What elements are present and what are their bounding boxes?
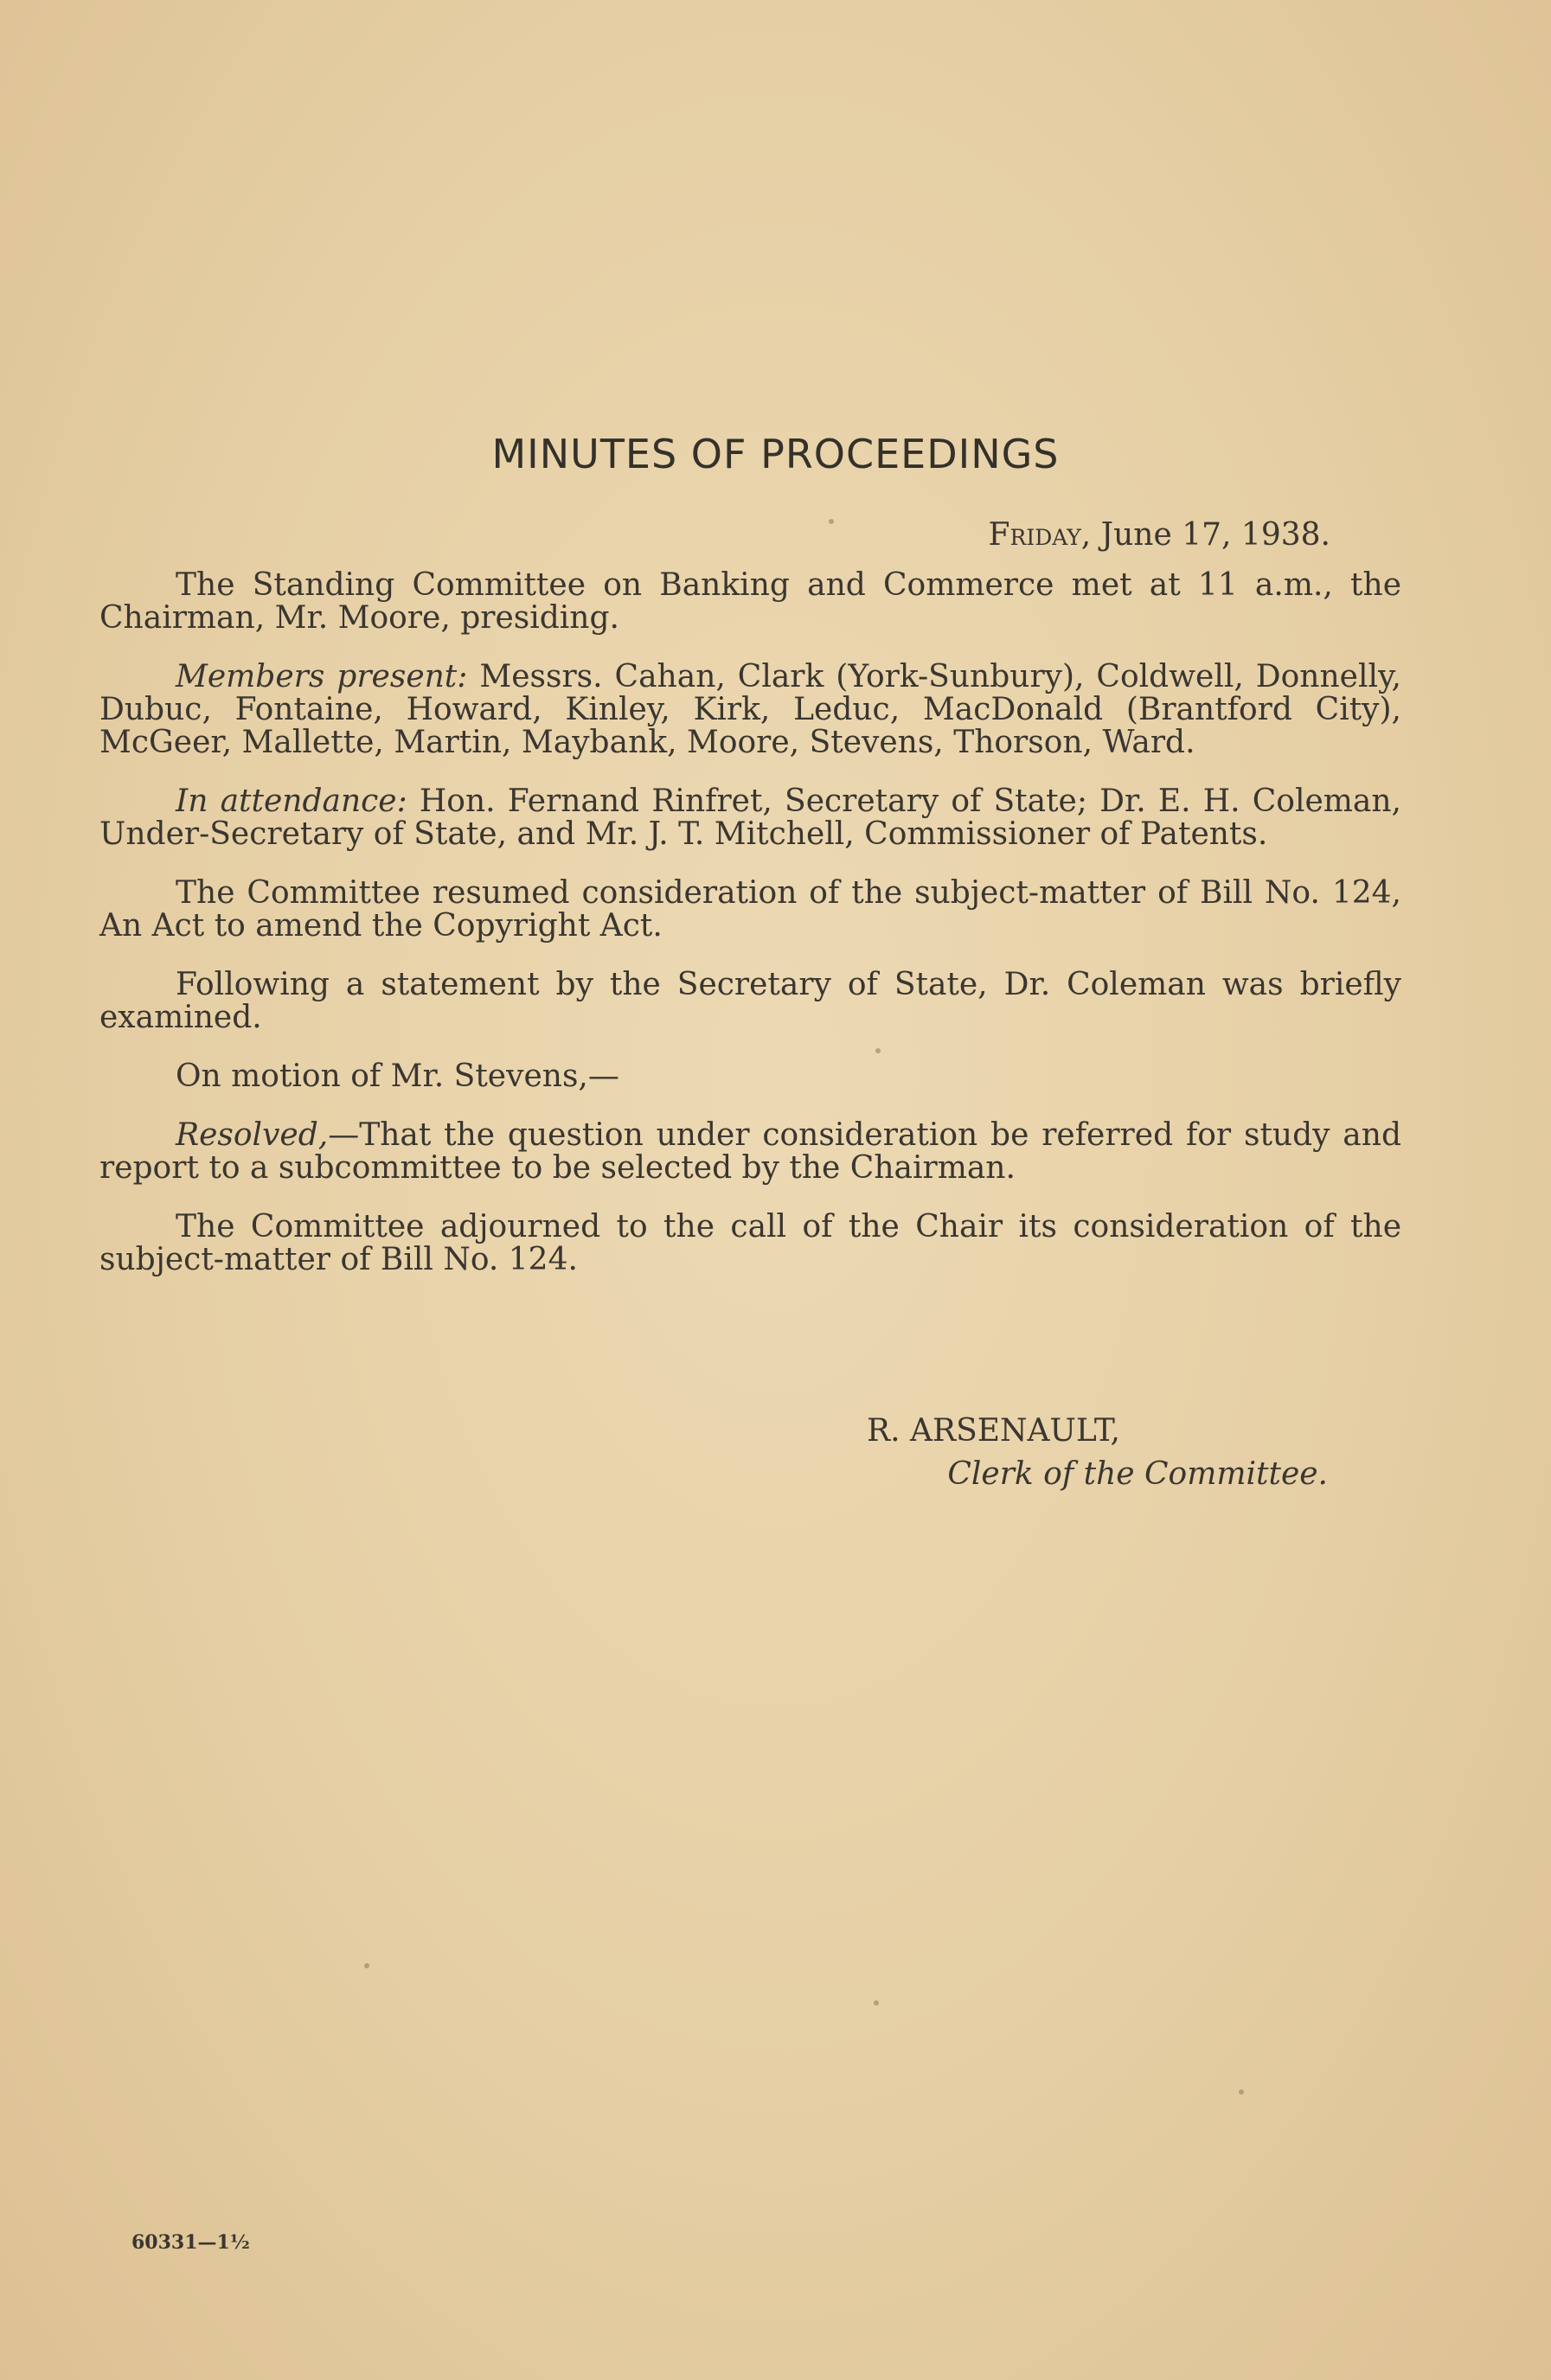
paragraph-text: Following a statement by the Secretary of State, Dr. Coleman was briefly examined.: [99, 967, 1401, 1035]
signature-block: [867, 1410, 1328, 1496]
paragraph-lead: Members present:: [176, 659, 468, 694]
paragraph-in-attendance: [99, 785, 1401, 851]
paper-speck: [829, 519, 834, 524]
minutes-body: [99, 569, 1401, 1302]
paragraph-members-present: [99, 661, 1401, 759]
paragraph-text: The Committee adjourned to the call of the Chair its consideration of the subject-matter of Bill No. 124.: [99, 1209, 1401, 1277]
paragraph-resolution: [99, 1119, 1401, 1185]
date-rest: , June 17, 1938.: [1080, 517, 1330, 553]
paragraph-lead: In attendance:: [176, 784, 407, 819]
paragraph-text: Hon. Fernand Rinfret, Secretary of State; Dr. E. H. Coleman, Under-Secretary of State, and Mr. J. T. Mitchell, Commissioner of Patents.: [99, 784, 1401, 852]
meeting-date: [989, 517, 1330, 553]
signature-name: R. ARSENAULT,: [866, 1413, 1120, 1449]
paper-speck: [364, 1963, 369, 1968]
paragraph-text: The Committee resumed consideration of the subject-matter of Bill No. 124, An Act to amend the Copyright Act.: [99, 875, 1401, 944]
signature-role: Clerk of the Committee.: [947, 1456, 1328, 1492]
paragraph-text: —That the question under consideration be referred for study and report to a subcommittee to be selected by the Chairman.: [99, 1117, 1401, 1186]
date-weekday: Friday: [988, 517, 1081, 553]
paragraph-bill-consideration: [99, 877, 1401, 943]
paragraph-text: Messrs. Cahan, Clark (York-Sunbury), Coldwell, Donnelly, Dubuc, Fontaine, Howard, Kinley, Kirk, Leduc, MacDonald (Brantford City), McGeer, Mallette, Martin, Maybank, Moore, Stevens, Thorson, Ward.: [99, 659, 1401, 760]
paper-speck: [1239, 2089, 1244, 2095]
paper-speck: [874, 2000, 879, 2006]
document-title: MINUTES OF PROCEEDINGS: [491, 431, 1060, 477]
paragraph-lead: Resolved,: [176, 1117, 329, 1153]
paragraph-statement: [99, 969, 1401, 1034]
paragraph-opening: [99, 569, 1401, 635]
paragraph-text: The Standing Committee on Banking and Commerce met at 11 a.m., the Chairman, Mr. Moore, presiding.: [99, 567, 1401, 636]
paragraph-motion: [99, 1060, 1401, 1093]
print-code: 60331—1½: [131, 2231, 250, 2254]
paragraph-adjournment: [99, 1211, 1401, 1276]
paragraph-text: On motion of Mr. Stevens,—: [176, 1059, 619, 1094]
